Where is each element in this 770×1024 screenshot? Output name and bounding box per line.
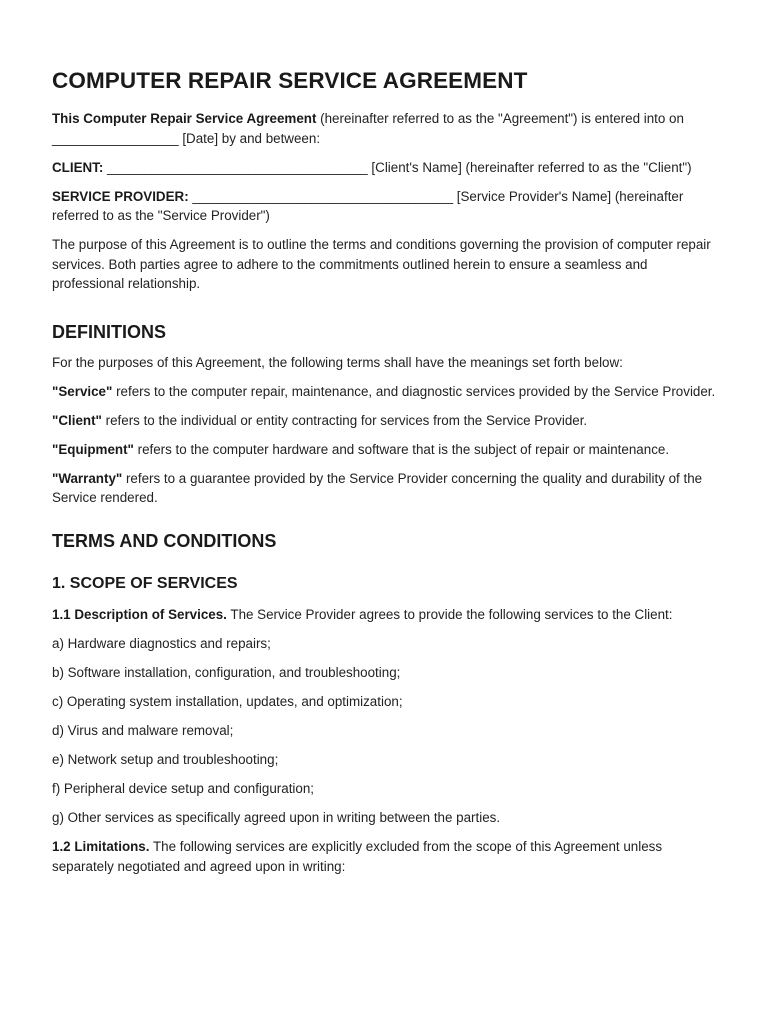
limitations-paragraph — [52, 837, 718, 876]
client-text: ___________________________________ [Client's Name] (hereinafter referred to as the "Client") — [103, 159, 692, 175]
limitations-text: The following services are explicitly excluded from the scope of this Agreement unless separately negotiated and agreed upon in writing: — [52, 839, 663, 874]
description-label: 1.1 Description of Services. — [52, 606, 227, 622]
definition-service — [52, 382, 718, 402]
definition-term: "Equipment" — [52, 441, 134, 457]
purpose-paragraph: The purpose of this Agreement is to outline the terms and conditions governing the provision of computer repair services. Both parties agree to adhere to the commitments outlined herein to ensure a seamless and professional relationship. — [52, 237, 711, 291]
provider-label: SERVICE PROVIDER: — [52, 188, 189, 204]
description-text: The Service Provider agrees to provide the following services to the Client: — [226, 606, 673, 622]
provider-paragraph — [52, 187, 718, 226]
services-list-item: g) Other services as specifically agreed upon in writing between the parties. — [52, 810, 501, 826]
definition-text: refers to a guarantee provided by the Service Provider concerning the quality and durability of the Service rendered. — [52, 470, 703, 505]
definition-warranty — [52, 469, 718, 508]
terms-heading: TERMS AND CONDITIONS — [52, 530, 277, 551]
services-list-item: e) Network setup and troubleshooting; — [52, 751, 279, 767]
document-title: COMPUTER REPAIR SERVICE AGREEMENT — [52, 68, 528, 93]
definition-term: "Client" — [52, 412, 102, 428]
services-list-item: b) Software installation, configuration, and troubleshooting; — [52, 664, 401, 680]
provider-text: ___________________________________ [Service Provider's Name] (hereinafter referred to as the "Service Provider") — [52, 188, 684, 223]
client-paragraph — [52, 158, 718, 178]
description-paragraph — [52, 605, 718, 625]
services-list-item: f) Peripheral device setup and configuration; — [52, 780, 315, 796]
client-label: CLIENT: — [52, 159, 104, 175]
definition-equipment — [52, 440, 718, 460]
services-list — [52, 634, 718, 828]
services-list-item: c) Operating system installation, updates, and optimization; — [52, 693, 403, 709]
definition-text: refers to the computer repair, maintenance, and diagnostic services provided by the Service Provider. — [112, 383, 716, 399]
services-list-item: a) Hardware diagnostics and repairs; — [52, 635, 271, 651]
definition-client — [52, 411, 718, 431]
intro-paragraph — [52, 109, 718, 148]
definition-term: "Service" — [52, 383, 113, 399]
definitions-heading: DEFINITIONS — [52, 321, 167, 342]
definition-term: "Warranty" — [52, 470, 123, 486]
intro-lead: This Computer Repair Service Agreement — [52, 111, 317, 126]
definition-text: refers to the computer hardware and software that is the subject of repair or maintenance. — [133, 441, 670, 457]
scope-heading: 1. SCOPE OF SERVICES — [52, 574, 238, 592]
definitions-intro: For the purposes of this Agreement, the following terms shall have the meanings set forth below: — [52, 354, 623, 370]
definition-text: refers to the individual or entity contracting for services from the Service Provider. — [101, 412, 588, 428]
services-list-item: d) Virus and malware removal; — [52, 722, 234, 738]
limitations-label: 1.2 Limitations. — [52, 839, 150, 855]
intro-text: (hereinafter referred to as the "Agreement") is entered into on _________________ [Date] by and between: — [52, 111, 684, 146]
